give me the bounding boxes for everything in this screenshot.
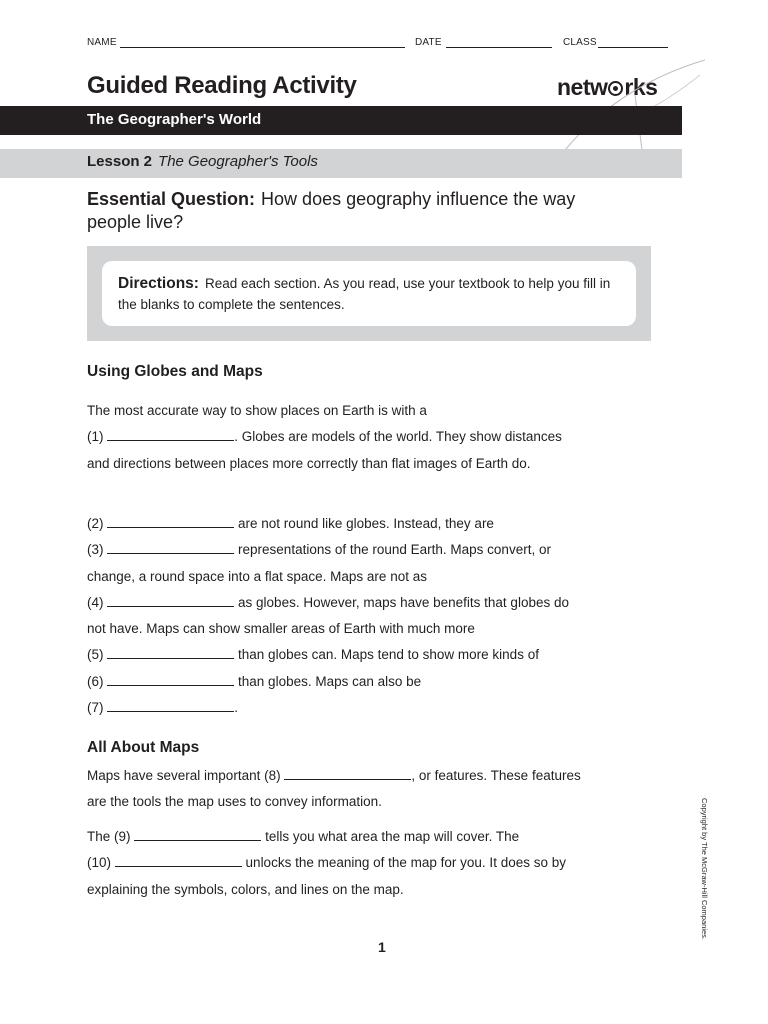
text: than globes can. Maps tend to show more kinds of [238, 647, 539, 663]
decorative-arcs [560, 55, 710, 155]
section2-paragraph-2 [87, 824, 587, 903]
text: . [234, 700, 239, 716]
blank-number: (2) [87, 516, 104, 531]
date-label: DATE [415, 37, 442, 48]
date-field[interactable] [446, 47, 552, 48]
name-label: NAME [87, 37, 117, 48]
text: unlocks the meaning of the map for you. It does so by explaining the symbols, colors, and lines on the map. [87, 855, 566, 897]
blank-3[interactable] [107, 541, 234, 554]
unit-title: The Geographer's World [87, 111, 262, 128]
blank-number: (10) [87, 855, 112, 871]
lesson-title: The Geographer's Tools [158, 153, 318, 170]
brand-prefix: netw [557, 74, 608, 100]
blank-number: (1) [87, 429, 104, 445]
text: Maps have several important [87, 768, 261, 783]
blank-5[interactable] [107, 646, 234, 659]
blank-number: (5) [87, 647, 104, 663]
blank-6[interactable] [107, 673, 234, 686]
section2-paragraph-1 [87, 763, 587, 816]
brand-suffix: rks [624, 74, 658, 100]
text: are not round like globes. Instead, they are [238, 516, 494, 531]
text: . Globes are models of the world. They show distances and directions between places more correctly than flat images of Earth do. [87, 429, 562, 471]
text: , or features. These features are the tools the map uses to convey information. [87, 768, 581, 810]
blank-number: (3) [87, 542, 104, 558]
text: The most accurate way to show places on Earth is with a [87, 403, 427, 418]
class-field[interactable] [598, 47, 668, 48]
blank-9[interactable] [134, 828, 261, 841]
page-number: 1 [378, 939, 386, 955]
directions-label: Directions: [118, 275, 199, 292]
name-field[interactable] [120, 47, 405, 48]
blank-2[interactable] [107, 515, 234, 528]
blank-7[interactable] [107, 699, 234, 712]
blank-8[interactable] [284, 767, 411, 780]
blank-number: (4) [87, 594, 104, 610]
text: representations of the round Earth. Maps convert, or change, a round space into a flat space. Maps are not as [87, 542, 551, 584]
section1-paragraph-2 [87, 511, 587, 721]
blank-10[interactable] [115, 854, 242, 867]
text: tells you what area the map will cover. The [265, 829, 520, 844]
lesson-label: Lesson 2 [87, 153, 153, 170]
blank-number: (6) [87, 673, 104, 689]
blank-number: (7) [87, 700, 104, 716]
copyright-notice: Copyright by The McGraw-Hill Companies. [700, 798, 709, 940]
page-title: Guided Reading Activity [87, 72, 357, 99]
directions-text: Read each section. As you read, use your textbook to help you fill in the blanks to complete the sentences. [118, 276, 611, 312]
section-heading-all-about-maps: All About Maps [87, 739, 200, 756]
section1-paragraph-1 [87, 398, 587, 477]
text: than globes. Maps can also be [238, 673, 422, 689]
text: as globes. However, maps have benefits that globes do not have. Maps can show smaller areas of Earth with much more [87, 594, 569, 637]
text: The [87, 829, 111, 844]
blank-number: (9) [114, 829, 131, 844]
essential-question-text: How does geography influence the way people live? [87, 189, 576, 232]
directions [118, 273, 618, 315]
section-heading-globes-maps: Using Globes and Maps [87, 363, 263, 380]
lesson-heading [87, 153, 318, 170]
essential-question-label: Essential Question: [87, 189, 256, 209]
blank-1[interactable] [107, 428, 234, 441]
essential-question [87, 188, 607, 234]
class-label: CLASS [563, 37, 597, 48]
blank-number: (8) [264, 768, 281, 783]
blank-4[interactable] [107, 594, 234, 607]
